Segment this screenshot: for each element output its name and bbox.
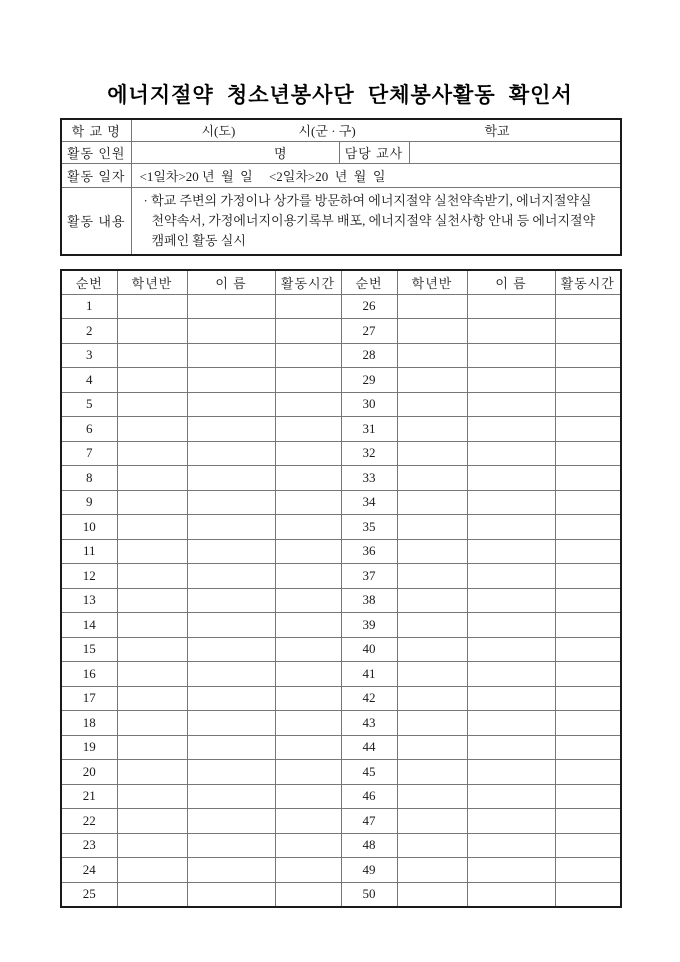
roster-cell-number: 30 [341, 392, 397, 417]
roster-cell-number: 29 [341, 368, 397, 393]
roster-cell-blank [467, 466, 555, 491]
roster-header-name-left: 이 름 [187, 270, 275, 295]
content-line-1: · 학교 주변의 가정이나 상가를 방문하여 에너지절약 실천약속받기, 에너지절약실 [143, 192, 592, 208]
roster-cell-blank [397, 858, 467, 883]
roster-cell-blank [117, 613, 187, 638]
roster-row [61, 858, 621, 883]
roster-cell-number: 6 [61, 417, 117, 442]
roster-cell-blank [555, 539, 621, 564]
roster-cell-blank [467, 490, 555, 515]
roster-cell-number: 13 [61, 588, 117, 613]
roster-cell-blank [397, 686, 467, 711]
roster-cell-blank [275, 588, 341, 613]
roster-row [61, 319, 621, 344]
roster-cell-blank [555, 392, 621, 417]
roster-row [61, 784, 621, 809]
roster-cell-blank [187, 466, 275, 491]
roster-cell-blank [555, 760, 621, 785]
roster-cell-blank [467, 833, 555, 858]
roster-cell-blank [555, 613, 621, 638]
roster-cell-number: 7 [61, 441, 117, 466]
roster-row [61, 760, 621, 785]
roster-cell-blank [397, 760, 467, 785]
roster-cell-blank [117, 368, 187, 393]
roster-cell-blank [555, 417, 621, 442]
roster-cell-blank [117, 711, 187, 736]
roster-cell-blank [555, 368, 621, 393]
roster-cell-number: 36 [341, 539, 397, 564]
roster-row [61, 515, 621, 540]
roster-row [61, 662, 621, 687]
roster-cell-blank [187, 662, 275, 687]
roster-cell-number: 33 [341, 466, 397, 491]
roster-cell-blank [467, 809, 555, 834]
roster-cell-number: 42 [341, 686, 397, 711]
roster-cell-blank [187, 882, 275, 907]
roster-cell-blank [555, 490, 621, 515]
activity-content-value-cell [131, 187, 621, 255]
roster-cell-blank [117, 515, 187, 540]
roster-cell-number: 48 [341, 833, 397, 858]
roster-cell-blank [117, 809, 187, 834]
roster-cell-blank [397, 490, 467, 515]
roster-header-grade-right: 학년반 [397, 270, 467, 295]
roster-header-name-right: 이 름 [467, 270, 555, 295]
roster-header-hours-left: 활동시간 [275, 270, 341, 295]
roster-cell-blank [275, 711, 341, 736]
roster-cell-blank [187, 343, 275, 368]
roster-cell-blank [397, 784, 467, 809]
roster-cell-blank [397, 417, 467, 442]
roster-cell-blank [275, 368, 341, 393]
roster-cell-blank [397, 319, 467, 344]
roster-row [61, 809, 621, 834]
roster-cell-blank [467, 760, 555, 785]
sido-label: 시(도) [201, 123, 236, 139]
roster-cell-blank [117, 784, 187, 809]
roster-cell-blank [397, 637, 467, 662]
roster-cell-blank [187, 637, 275, 662]
roster-cell-blank [117, 637, 187, 662]
roster-cell-blank [187, 613, 275, 638]
roster-cell-number: 45 [341, 760, 397, 785]
roster-cell-blank [275, 564, 341, 589]
roster-cell-blank [467, 539, 555, 564]
activity-content-text [138, 191, 615, 251]
roster-cell-number: 26 [341, 294, 397, 319]
roster-cell-blank [117, 466, 187, 491]
roster-body [61, 294, 621, 907]
content-line-2: 천약속서, 가정에너지이용기록부 배포, 에너지절약 실천사항 안내 등 에너지절약 [151, 212, 596, 228]
roster-cell-number: 22 [61, 809, 117, 834]
roster-cell-blank [117, 882, 187, 907]
roster-cell-blank [117, 760, 187, 785]
roster-cell-blank [555, 515, 621, 540]
roster-cell-number: 2 [61, 319, 117, 344]
activity-date-label: 활동 일자 [61, 163, 131, 187]
roster-cell-number: 14 [61, 613, 117, 638]
roster-cell-blank [187, 735, 275, 760]
roster-cell-number: 12 [61, 564, 117, 589]
roster-cell-number: 1 [61, 294, 117, 319]
roster-cell-blank [397, 809, 467, 834]
roster-cell-blank [275, 294, 341, 319]
roster-cell-blank [187, 294, 275, 319]
roster-cell-number: 4 [61, 368, 117, 393]
roster-cell-blank [275, 833, 341, 858]
roster-cell-number: 49 [341, 858, 397, 883]
roster-row [61, 882, 621, 907]
roster-cell-blank [117, 686, 187, 711]
roster-cell-number: 10 [61, 515, 117, 540]
roster-cell-blank [275, 882, 341, 907]
roster-cell-blank [397, 515, 467, 540]
roster-cell-blank [187, 833, 275, 858]
roster-cell-blank [275, 784, 341, 809]
roster-row [61, 368, 621, 393]
roster-cell-blank [467, 368, 555, 393]
roster-cell-blank [187, 711, 275, 736]
roster-cell-number: 40 [341, 637, 397, 662]
roster-cell-blank [117, 417, 187, 442]
roster-cell-blank [467, 686, 555, 711]
roster-cell-blank [397, 392, 467, 417]
roster-cell-blank [275, 343, 341, 368]
roster-cell-blank [187, 319, 275, 344]
roster-cell-number: 31 [341, 417, 397, 442]
roster-cell-blank [117, 343, 187, 368]
roster-cell-blank [187, 515, 275, 540]
roster-cell-blank [555, 686, 621, 711]
personnel-count-cell: 명 [131, 141, 339, 163]
roster-cell-blank [187, 441, 275, 466]
roster-cell-blank [397, 588, 467, 613]
roster-cell-number: 37 [341, 564, 397, 589]
roster-cell-blank [555, 662, 621, 687]
roster-cell-blank [275, 613, 341, 638]
info-row-date [61, 163, 621, 187]
roster-header-grade-left: 학년반 [117, 270, 187, 295]
school-name-label: 학 교 명 [61, 119, 131, 141]
info-row-content [61, 187, 621, 255]
roster-cell-blank [397, 564, 467, 589]
roster-row [61, 490, 621, 515]
roster-cell-blank [555, 319, 621, 344]
roster-cell-blank [117, 441, 187, 466]
roster-cell-number: 50 [341, 882, 397, 907]
roster-cell-blank [555, 564, 621, 589]
roster-row [61, 613, 621, 638]
school-name-value-cell [131, 119, 621, 141]
roster-cell-number: 21 [61, 784, 117, 809]
roster-row [61, 441, 621, 466]
roster-cell-blank [555, 882, 621, 907]
roster-cell-blank [117, 588, 187, 613]
roster-header-number-left: 순번 [61, 270, 117, 295]
roster-cell-number: 18 [61, 711, 117, 736]
roster-cell-blank [187, 809, 275, 834]
roster-cell-blank [397, 294, 467, 319]
roster-cell-blank [187, 686, 275, 711]
roster-row [61, 564, 621, 589]
roster-cell-blank [555, 343, 621, 368]
personnel-label: 활동 인원 [61, 141, 131, 163]
roster-header-row [61, 270, 621, 295]
roster-cell-blank [275, 809, 341, 834]
roster-cell-blank [555, 711, 621, 736]
document-title: 에너지절약 청소년봉사단 단체봉사활동 확인서 [107, 83, 573, 107]
roster-row [61, 588, 621, 613]
content-line-3: 캠페인 활동 실시 [151, 232, 246, 248]
teacher-name-cell [409, 141, 621, 163]
roster-cell-blank [555, 588, 621, 613]
roster-cell-blank [117, 392, 187, 417]
roster-row [61, 833, 621, 858]
roster-cell-blank [467, 711, 555, 736]
roster-cell-blank [187, 392, 275, 417]
roster-cell-number: 27 [341, 319, 397, 344]
roster-cell-number: 19 [61, 735, 117, 760]
roster-cell-blank [555, 784, 621, 809]
roster-cell-blank [467, 392, 555, 417]
roster-row [61, 686, 621, 711]
roster-cell-blank [467, 858, 555, 883]
roster-cell-number: 24 [61, 858, 117, 883]
roster-cell-blank [187, 564, 275, 589]
roster-cell-blank [397, 711, 467, 736]
roster-cell-blank [467, 319, 555, 344]
school-suffix-label: 학교 [484, 123, 510, 139]
roster-cell-blank [117, 662, 187, 687]
roster-cell-blank [467, 613, 555, 638]
roster-cell-blank [397, 662, 467, 687]
roster-cell-blank [555, 294, 621, 319]
roster-cell-blank [397, 882, 467, 907]
roster-cell-number: 34 [341, 490, 397, 515]
roster-header-number-right: 순번 [341, 270, 397, 295]
info-row-school-name [61, 119, 621, 141]
sigungu-label: 시(군 · 구) [298, 123, 356, 139]
roster-cell-blank [555, 735, 621, 760]
roster-cell-blank [187, 368, 275, 393]
roster-cell-blank [275, 735, 341, 760]
roster-row [61, 392, 621, 417]
roster-cell-number: 16 [61, 662, 117, 687]
roster-row [61, 711, 621, 736]
roster-cell-number: 28 [341, 343, 397, 368]
roster-cell-blank [117, 490, 187, 515]
roster-cell-blank [467, 441, 555, 466]
roster-cell-blank [275, 441, 341, 466]
activity-content-label: 활동 내용 [61, 187, 131, 255]
roster-cell-blank [555, 833, 621, 858]
roster-row [61, 466, 621, 491]
roster-cell-number: 41 [341, 662, 397, 687]
roster-cell-number: 9 [61, 490, 117, 515]
roster-cell-blank [397, 833, 467, 858]
roster-row [61, 735, 621, 760]
roster-cell-blank [555, 858, 621, 883]
roster-cell-blank [467, 588, 555, 613]
roster-cell-blank [467, 294, 555, 319]
roster-cell-blank [275, 319, 341, 344]
roster-cell-blank [117, 539, 187, 564]
roster-cell-blank [275, 858, 341, 883]
roster-cell-number: 8 [61, 466, 117, 491]
roster-cell-blank [187, 539, 275, 564]
roster-cell-blank [275, 637, 341, 662]
roster-cell-blank [117, 319, 187, 344]
teacher-label: 담당 교사 [339, 141, 409, 163]
roster-cell-blank [397, 368, 467, 393]
roster-cell-number: 32 [341, 441, 397, 466]
roster-cell-blank [117, 735, 187, 760]
roster-cell-blank [187, 760, 275, 785]
roster-cell-blank [397, 539, 467, 564]
roster-cell-number: 47 [341, 809, 397, 834]
roster-cell-blank [275, 392, 341, 417]
roster-row [61, 294, 621, 319]
roster-row [61, 637, 621, 662]
roster-cell-blank [117, 833, 187, 858]
roster-cell-blank [275, 466, 341, 491]
roster-row [61, 343, 621, 368]
roster-cell-blank [397, 466, 467, 491]
roster-cell-number: 39 [341, 613, 397, 638]
roster-cell-blank [275, 490, 341, 515]
roster-cell-number: 17 [61, 686, 117, 711]
roster-cell-blank [187, 784, 275, 809]
roster-cell-blank [275, 515, 341, 540]
roster-cell-blank [275, 417, 341, 442]
roster-cell-blank [117, 564, 187, 589]
roster-cell-blank [555, 637, 621, 662]
roster-cell-number: 46 [341, 784, 397, 809]
roster-cell-number: 35 [341, 515, 397, 540]
roster-cell-blank [397, 613, 467, 638]
roster-cell-blank [555, 809, 621, 834]
roster-cell-number: 3 [61, 343, 117, 368]
roster-cell-number: 5 [61, 392, 117, 417]
roster-cell-blank [397, 441, 467, 466]
roster-cell-blank [467, 637, 555, 662]
roster-cell-blank [467, 515, 555, 540]
roster-cell-blank [275, 760, 341, 785]
roster-cell-blank [275, 539, 341, 564]
roster-cell-number: 11 [61, 539, 117, 564]
roster-table [60, 269, 622, 909]
roster-cell-number: 20 [61, 760, 117, 785]
info-table [60, 118, 622, 256]
roster-cell-blank [187, 490, 275, 515]
roster-cell-blank [117, 294, 187, 319]
roster-cell-number: 44 [341, 735, 397, 760]
roster-cell-blank [467, 784, 555, 809]
roster-cell-blank [467, 417, 555, 442]
roster-cell-blank [187, 588, 275, 613]
roster-cell-blank [467, 662, 555, 687]
roster-cell-number: 23 [61, 833, 117, 858]
roster-cell-number: 25 [61, 882, 117, 907]
roster-cell-blank [555, 441, 621, 466]
roster-header-hours-right: 활동시간 [555, 270, 621, 295]
roster-cell-blank [467, 882, 555, 907]
activity-date-value-cell: <1일차>20 년 월 일 <2일차>20 년 월 일 [131, 163, 621, 187]
roster-cell-blank [397, 735, 467, 760]
roster-cell-blank [467, 343, 555, 368]
roster-cell-blank [187, 417, 275, 442]
roster-cell-blank [467, 735, 555, 760]
roster-cell-blank [275, 686, 341, 711]
roster-cell-blank [397, 343, 467, 368]
roster-cell-blank [467, 564, 555, 589]
roster-cell-blank [117, 858, 187, 883]
roster-cell-number: 43 [341, 711, 397, 736]
roster-cell-number: 38 [341, 588, 397, 613]
roster-cell-blank [275, 662, 341, 687]
roster-cell-blank [555, 466, 621, 491]
roster-cell-number: 15 [61, 637, 117, 662]
info-row-personnel [61, 141, 621, 163]
roster-row [61, 417, 621, 442]
roster-cell-blank [187, 858, 275, 883]
roster-row [61, 539, 621, 564]
